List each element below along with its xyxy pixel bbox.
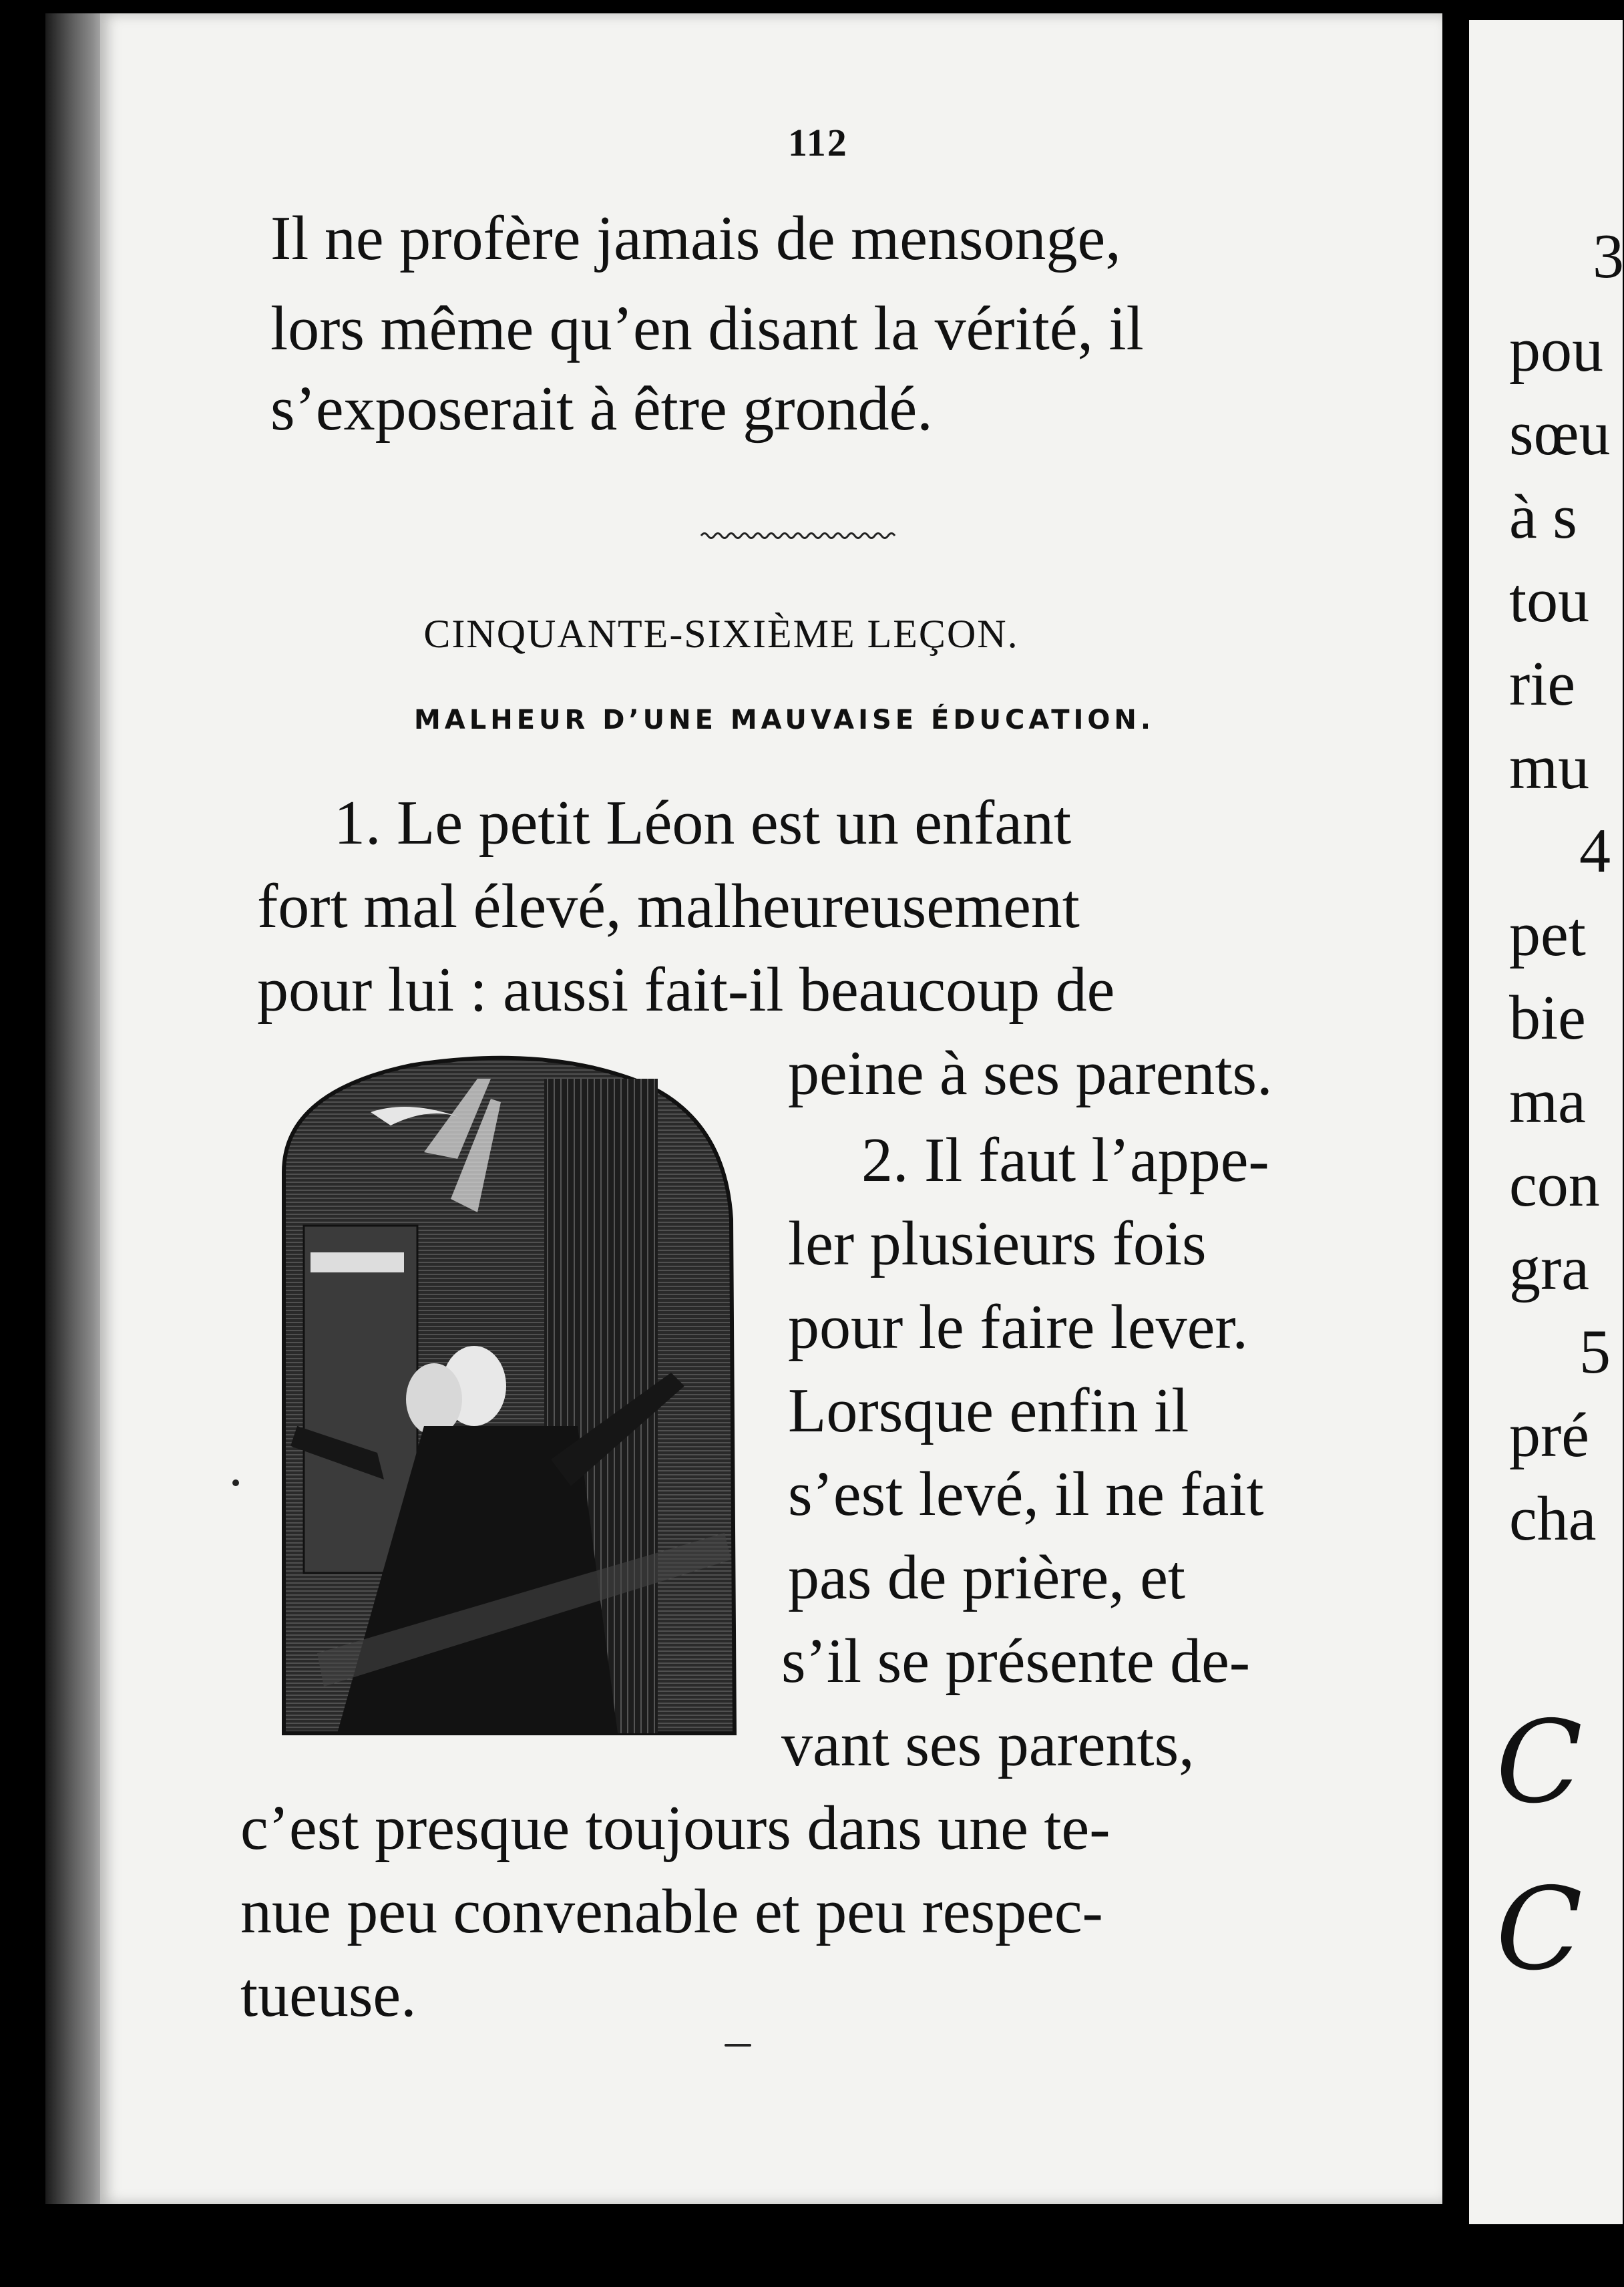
engraving-illustration — [257, 1052, 748, 1753]
next-page-fragment: pou — [1509, 315, 1603, 385]
page-gutter — [1442, 13, 1469, 2211]
paragraph-line: nue peu convenable et peu respec- — [240, 1877, 1103, 1946]
next-page-fragment: con — [1509, 1150, 1600, 1220]
intro-line: s’exposerait à être grondé. — [270, 374, 933, 444]
paragraph-line: ler plusieurs fois — [788, 1209, 1207, 1278]
script-letter: C — [1496, 1697, 1583, 1829]
next-page-fragment: mu — [1509, 733, 1590, 802]
next-page-fragment: rie — [1509, 649, 1576, 719]
paragraph-line: fort mal élevé, malheureusement — [257, 872, 1080, 941]
next-page-edge — [1469, 20, 1623, 2224]
intro-line: lors même qu’en disant la vérité, il — [270, 294, 1144, 363]
ink-speck — [232, 1479, 239, 1486]
next-page-fragment: à s — [1509, 482, 1577, 552]
paragraph-line: Lorsque enfin il — [788, 1376, 1189, 1445]
paragraph-line: s’est levé, il ne fait — [788, 1459, 1264, 1529]
next-page-fragment: 4 — [1579, 816, 1611, 886]
page-number: 112 — [788, 121, 848, 164]
next-page-fragment: ma — [1509, 1067, 1586, 1136]
lesson-subtitle: MALHEUR D’UNE MAUVAISE ÉDUCATION. — [414, 705, 1155, 735]
next-page-fragment: 5 — [1579, 1317, 1611, 1387]
wavy-divider-ornament — [701, 531, 895, 540]
paragraph-line: vant ses parents, — [781, 1710, 1195, 1779]
lesson-title: CINQUANTE-SIXIÈME LEÇON. — [423, 612, 1019, 656]
paragraph-line: pour lui : aussi fait-il beaucoup de — [257, 955, 1115, 1025]
next-page-fragment: pré — [1509, 1401, 1590, 1470]
paragraph-line: c’est presque toujours dans une te- — [240, 1793, 1110, 1863]
ink-speck — [725, 2044, 751, 2047]
next-page-fragment: cha — [1509, 1484, 1597, 1554]
next-page-fragment: pet — [1509, 900, 1586, 969]
next-page-fragment: bie — [1509, 983, 1586, 1053]
paragraph-line: s’il se présente de- — [781, 1626, 1251, 1696]
next-page-fragment: tou — [1509, 566, 1590, 635]
next-page-fragment: 3 — [1593, 222, 1624, 291]
script-letter: C — [1496, 1864, 1583, 1996]
next-page-fragment: gra — [1509, 1234, 1590, 1303]
scan-border — [100, 2204, 1608, 2287]
paragraph-line: tueuse. — [240, 1960, 417, 2030]
next-page-fragment: sœu — [1509, 399, 1611, 468]
paragraph-line: 2. Il faut l’appe- — [861, 1125, 1269, 1195]
paragraph-line: pas de prière, et — [788, 1543, 1186, 1612]
paragraph-line: pour le faire lever. — [788, 1292, 1248, 1362]
paragraph-line: peine à ses parents. — [788, 1039, 1273, 1108]
intro-line: Il ne profère jamais de mensonge, — [270, 204, 1121, 273]
paragraph-line: 1. Le petit Léon est un enfant — [334, 788, 1072, 858]
